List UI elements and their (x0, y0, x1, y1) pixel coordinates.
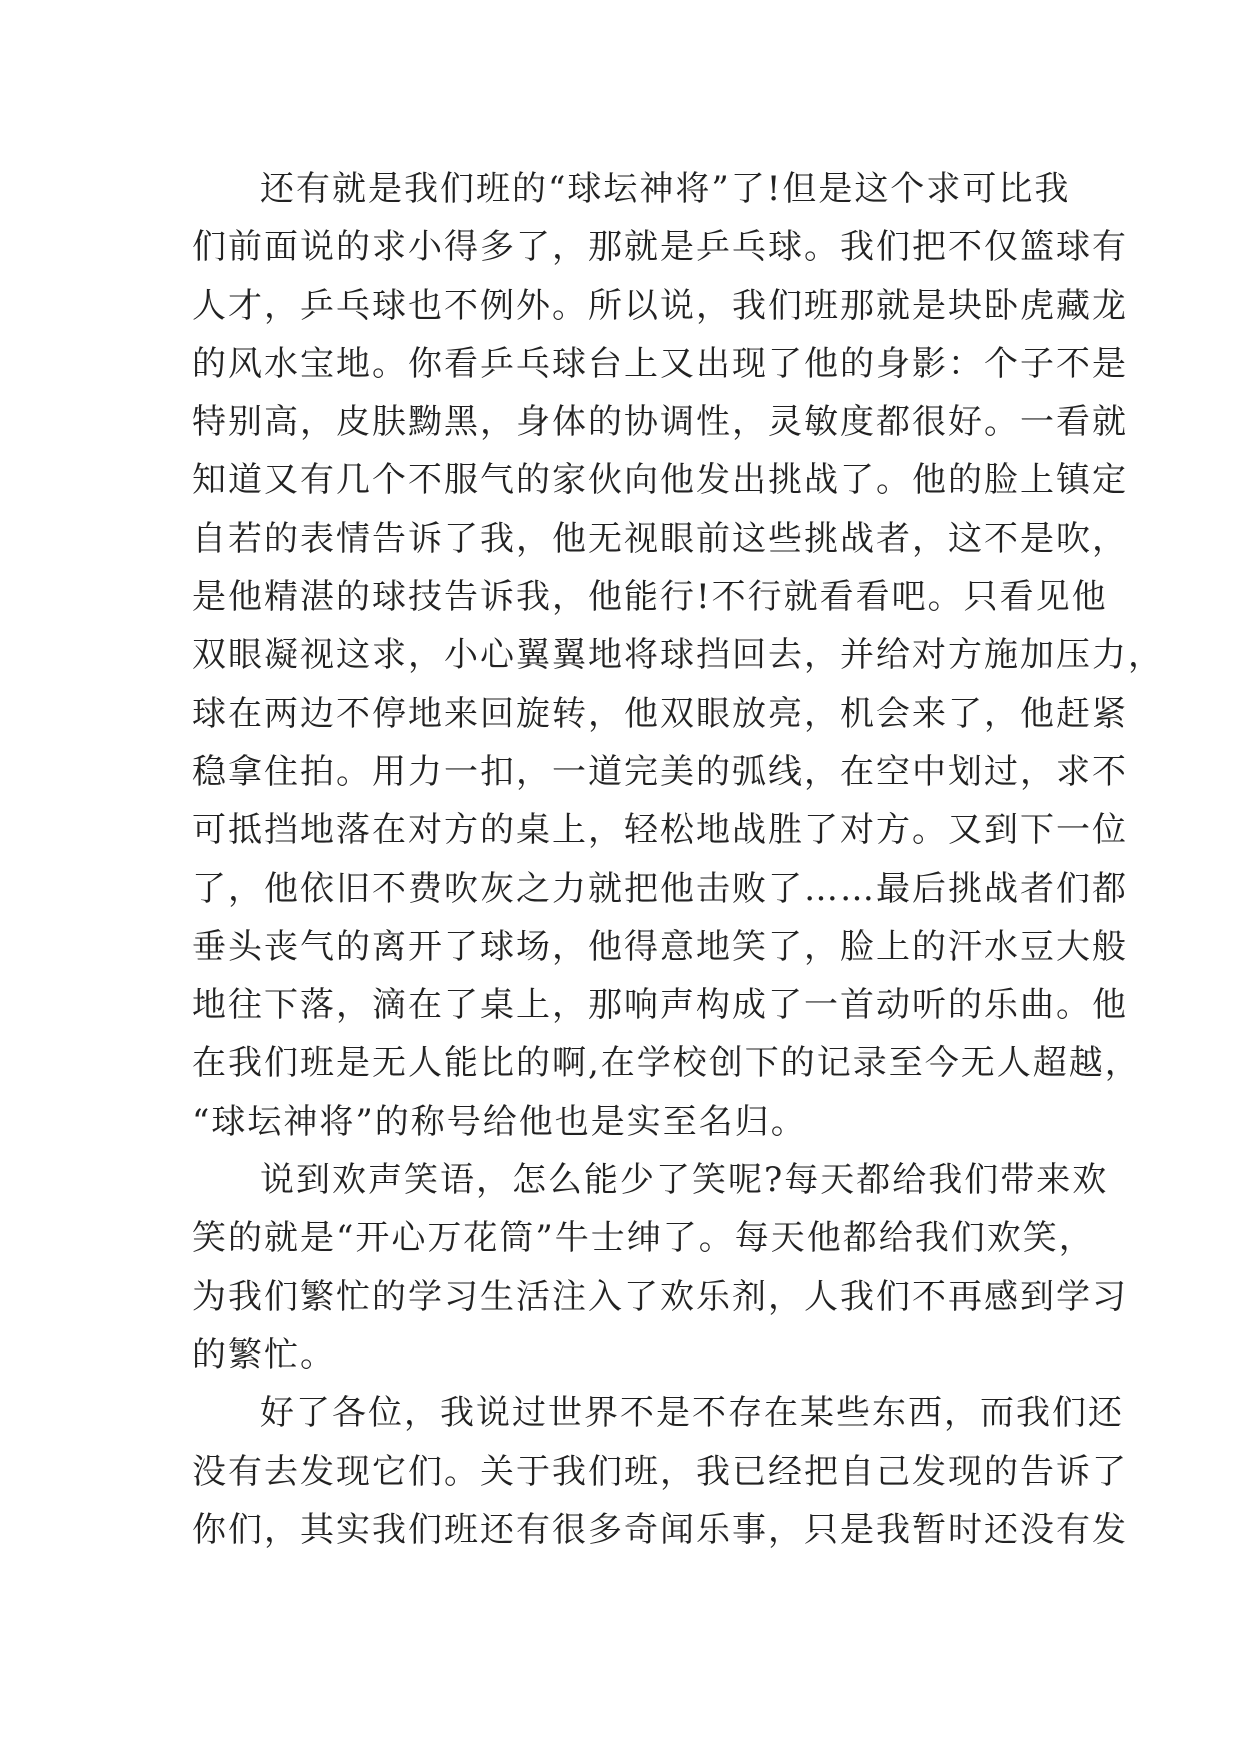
paragraph-first-line: 还有就是我们班的“球坛神将”了!但是这个求可比我 (260, 169, 1071, 209)
text-line: 知道又有几个不服气的家伙向他发出挑战了。他的脸上镇定 (192, 460, 1128, 501)
text-line: 的繁忙。 (192, 1334, 336, 1375)
text-line: 可抵挡地落在对方的桌上，轻松地战胜了对方。又到下一位 (192, 810, 1128, 851)
text-line: 在我们班是无人能比的啊,在学校创下的记录至今无人超越， (192, 1043, 1141, 1084)
text-line: 人才，乒乓球也不例外。所以说，我们班那就是块卧虎藏龙 (192, 285, 1128, 326)
text-line: 球在两边不停地来回旋转，他双眼放亮，机会来了，他赶紧 (192, 693, 1128, 734)
paragraph-first-line: 说到欢声笑语，怎么能少了笑呢?每天都给我们带来欢 (260, 1160, 1109, 1201)
text-line: 垂头丧气的离开了球场，他得意地笑了，脸上的汗水豆大般 (192, 926, 1128, 967)
text-line: 自若的表情告诉了我，他无视眼前这些挑战者，这不是吹， (192, 518, 1128, 559)
text-line: “球坛神将”的称号给他也是实至名归。 (192, 1101, 807, 1142)
text-line: 地往下落，滴在了桌上，那响声构成了一首动听的乐曲。他 (192, 985, 1128, 1026)
text-line: 的风水宝地。你看乒乓球台上又出现了他的身影：个子不是 (192, 343, 1128, 384)
text-line: 没有去发现它们。关于我们班，我已经把自己发现的告诉了 (192, 1451, 1128, 1492)
text-line: 为我们繁忙的学习生活注入了欢乐剂，人我们不再感到学习 (192, 1276, 1128, 1317)
text-line: 是他精湛的球技告诉我，他能行!不行就看看吧。只看见他 (192, 577, 1108, 618)
text-line: 笑的就是“开心万花筒”牛士绅了。每天他都给我们欢笑， (192, 1218, 1095, 1259)
text-line: 特别高，皮肤黝黑，身体的协调性，灵敏度都很好。一看就 (192, 402, 1128, 443)
text-line: 你们，其实我们班还有很多奇闻乐事，只是我暂时还没有发 (192, 1509, 1128, 1550)
text-line: 稳拿住拍。用力一扣，一道完美的弧线，在空中划过，求不 (192, 751, 1128, 792)
paragraph-first-line: 好了各位，我说过世界不是不存在某些东西，而我们还 (260, 1393, 1124, 1434)
text-line: 双眼凝视这求，小心翼翼地将球挡回去，并给对方施加压力， (192, 635, 1164, 676)
text-line: 了，他依旧不费吹灰之力就把他击败了……最后挑战者们都 (192, 868, 1128, 909)
document-body (192, 160, 1164, 1559)
text-line: 们前面说的求小得多了，那就是乒乓球。我们把不仅篮球有 (192, 227, 1128, 268)
